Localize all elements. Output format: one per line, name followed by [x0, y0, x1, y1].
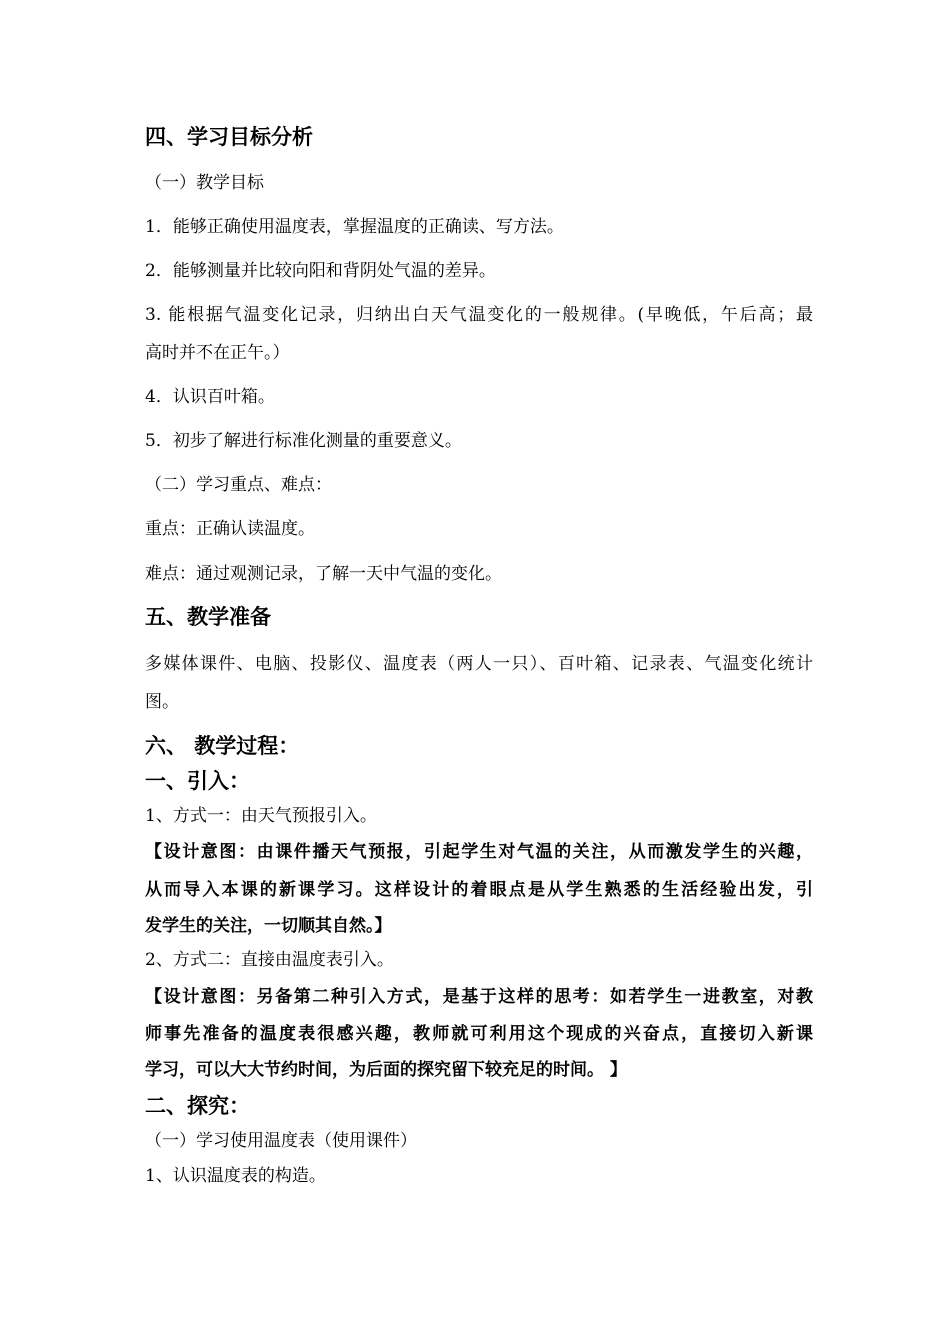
design-intent-1-line-2: 从而导入本课的新课学习。这样设计的着眼点是从学生熟悉的生活经验出发，引: [145, 880, 813, 900]
goal-item-3-line-2: 高时并不在正午。）: [145, 343, 290, 363]
materials-line-2: 图。: [145, 692, 179, 712]
difficulty-point: 难点：通过观测记录，了解一天中气温的变化。: [145, 564, 502, 584]
goal-item-3-line-1: 3. 能根据气温变化记录，归纳出白天气温变化的一般规律。(早晚低，午后高；最: [145, 305, 813, 325]
part-heading-introduction: 一、引入：: [145, 768, 250, 793]
design-intent-2-line-2: 师事先准备的温度表很感兴趣，教师就可利用这个现成的兴奋点，直接切入新课: [145, 1024, 813, 1044]
goal-item-4: 4．认识百叶箱。: [145, 387, 275, 407]
design-intent-1-line-3: 发学生的关注，一切顺其自然。】: [145, 916, 392, 936]
section-heading-learning-goals: 四、学习目标分析: [145, 124, 313, 149]
design-intent-1-line-1: 【设计意图：由课件播天气预报，引起学生对气温的关注，从而激发学生的兴趣，: [145, 842, 813, 862]
goal-item-2: 2．能够测量并比较向阳和背阴处气温的差异。: [145, 261, 496, 281]
section-heading-preparation: 五、教学准备: [145, 604, 271, 629]
goal-item-1: 1．能够正确使用温度表，掌握温度的正确读、写方法。: [145, 217, 564, 237]
part-heading-exploration: 二、探究：: [145, 1093, 250, 1118]
goal-item-5: 5．初步了解进行标准化测量的重要意义。: [145, 431, 462, 451]
design-intent-2-line-1: 【设计意图：另备第二种引入方式，是基于这样的思考：如若学生一进教室，对教: [145, 987, 813, 1007]
exploration-subheading: （一）学习使用温度表（使用课件）: [145, 1131, 417, 1151]
materials-line-1: 多媒体课件、电脑、投影仪、温度表（两人一只）、百叶箱、记录表、气温变化统计: [145, 654, 813, 674]
method-1: 1、方式一：由天气预报引入。: [145, 806, 377, 826]
key-point: 重点：正确认读温度。: [145, 519, 315, 539]
design-intent-2-line-3: 学习，可以大大节约时间，为后面的探究留下较充足的时间。 】: [145, 1060, 627, 1080]
section-heading-process: 六、 教学过程：: [145, 733, 300, 758]
subheading-key-points: （二）学习重点、难点：: [145, 475, 332, 495]
subheading-teaching-goals: （一）教学目标: [145, 173, 264, 193]
method-2: 2、方式二：直接由温度表引入。: [145, 950, 394, 970]
exploration-item-1: 1、认识温度表的构造。: [145, 1166, 326, 1186]
